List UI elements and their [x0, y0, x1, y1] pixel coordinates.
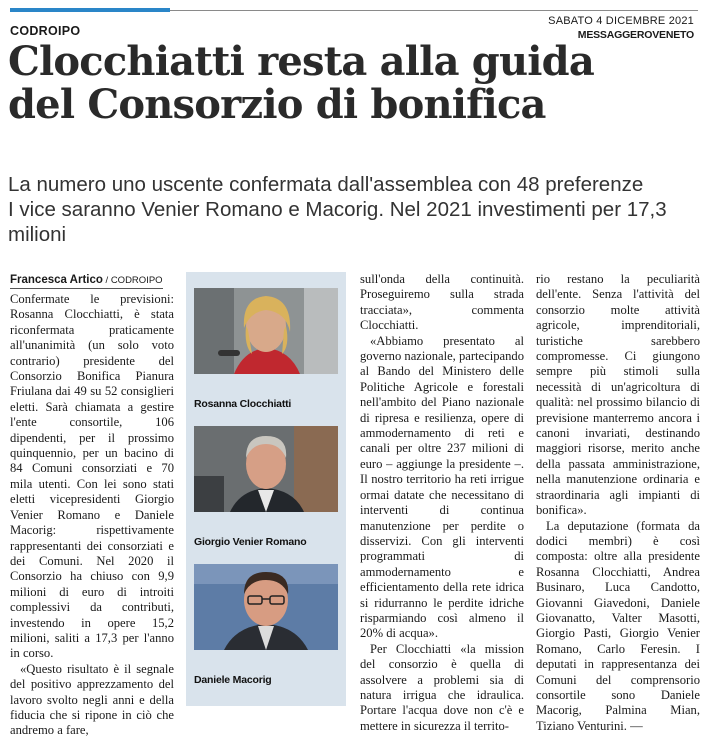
portrait-illustration: [194, 426, 338, 512]
publication-date: SABATO 4 DICEMBRE 2021: [548, 15, 694, 27]
article-column-3: [360, 272, 524, 734]
section-label: CODROIPO: [10, 24, 81, 38]
article-column-1: [10, 292, 174, 739]
portrait-illustration: [194, 564, 338, 650]
article-paragraph: «Questo risultato è il segnale del positivo apprezzamento del lavoro svolto negli anni e della fiducia che si ripone in ciò che andremo a fare,: [10, 661, 174, 738]
article-paragraph: Per Clocchiatti «la mission del consorzio è quella di assolvere a problemi sia di natura irrigua che idraulica. Portare l'acqua dove non c'è e mettere in sicurezza il territo-: [360, 641, 524, 733]
subheadline-line-1: La numero uno uscente confermata dall'assemblea con 48 preferenze: [8, 173, 644, 196]
subheadline: [8, 172, 700, 247]
article-paragraph: rio restano la peculiarità dell'ente. Senza l'attività del consorzio molte attività agricole, imprenditoriali, turistiche sarebbero compromesse. Ci giungono sempre più stimoli sulla necessità di un'agricoltura di qualità: nel prossimo bilancio di previsione manterremo ancora i canoni invariati, destinando maggiori risorse, merito anche della passata amministrazione, nella manutenzione ordinaria e straordinaria agli impianti di bonifica».: [536, 272, 700, 518]
article-paragraph: «Abbiamo presentato al governo nazionale, partecipando al Bando del Ministero delle Politiche Agricole e forestali nell'ambito del Piano nazionale di ripresa e resilienza, opere di ammodernamento di reti e canali per oltre 237 milioni di euro – aggiunge la presidente –. Il nostro territorio ha reti irrigue ormai datate che necessitano di interventi di continua manutenzione per perdite o disservizi. Con gli interventi programmati di ammodernamento e efficientamento della rete idrica si ridurranno le perdite idriche risparmiando così almeno il 20% di acqua».: [360, 333, 524, 641]
article-column-4: [536, 272, 700, 734]
photo-column: [186, 272, 346, 706]
header-rule: [170, 10, 698, 11]
section-accent-bar: [10, 8, 170, 12]
portrait-photo-venier-romano: [194, 426, 338, 512]
photo-caption: Daniele Macorig: [194, 674, 272, 686]
subheadline-line-2: I vice saranno Venier Romano e Macorig. Nel 2021 investimenti per 17,3 milioni: [8, 198, 667, 246]
portrait-photo-clocchiatti: [194, 288, 338, 374]
article-paragraph: Confermate le previsioni: Rosanna Clocchiatti, è stata riconfermata praticamente all'unanimità (un solo voto contrario) presidente del Consorzio Bonifica Pianura Friulana dai 49 su 52 consiglieri eletti. Sarà chiamata a gestire l'ente consortile, 106 dipendenti, per il prossimo quinquennio, per un bacino di 84 Comuni consorziati e 70 mila utenti. Con lei sono stati eletti vicepresidenti Giorgio Venier Romano e Daniele Macorig: rispettivamente rappresentanti dei consorziati e dei Comuni. Nel 2020 il Consorzio ha chiuso con 9,9 milioni di euro di introiti complessivi da contributi, investendo in opere 15,2 milioni, saliti a 17,3 per l'anno in corso.: [10, 292, 174, 661]
byline-location: / CODROIPO: [102, 275, 163, 286]
publication-name: MESSAGGEROVENETO: [577, 29, 694, 41]
headline-line-2: del Consorzio di bonifica: [8, 81, 546, 128]
headline-line-1: Clocchiatti resta alla guida: [8, 38, 594, 85]
byline: [10, 274, 163, 289]
portrait-photo-macorig: [194, 564, 338, 650]
headline: [8, 40, 700, 126]
photo-caption: Giorgio Venier Romano: [194, 536, 307, 548]
article-paragraph: La deputazione (formata da dodici membri) è così composta: oltre alla presidente Rosanna Clocchiatti, Andrea Businaro, Luca Candotto, Giovanni Giavedoni, Daniele Giovanatto, Valter Masotti, Giorgio Pasti, Giorgio Venier Romano, Carlo Feresin. I deputati in rappresentanza dei Comuni del comprensorio consortile sono Daniele Macorig, Palmina Mian, Tiziano Venturini. —: [536, 518, 700, 733]
byline-author: Francesca Artico: [10, 274, 103, 286]
portrait-illustration: [194, 288, 338, 374]
photo-caption: Rosanna Clocchiatti: [194, 398, 292, 410]
article-paragraph: sull'onda della continuità. Proseguiremo sulla strada tracciata», commenta Clocchiatti.: [360, 272, 524, 333]
